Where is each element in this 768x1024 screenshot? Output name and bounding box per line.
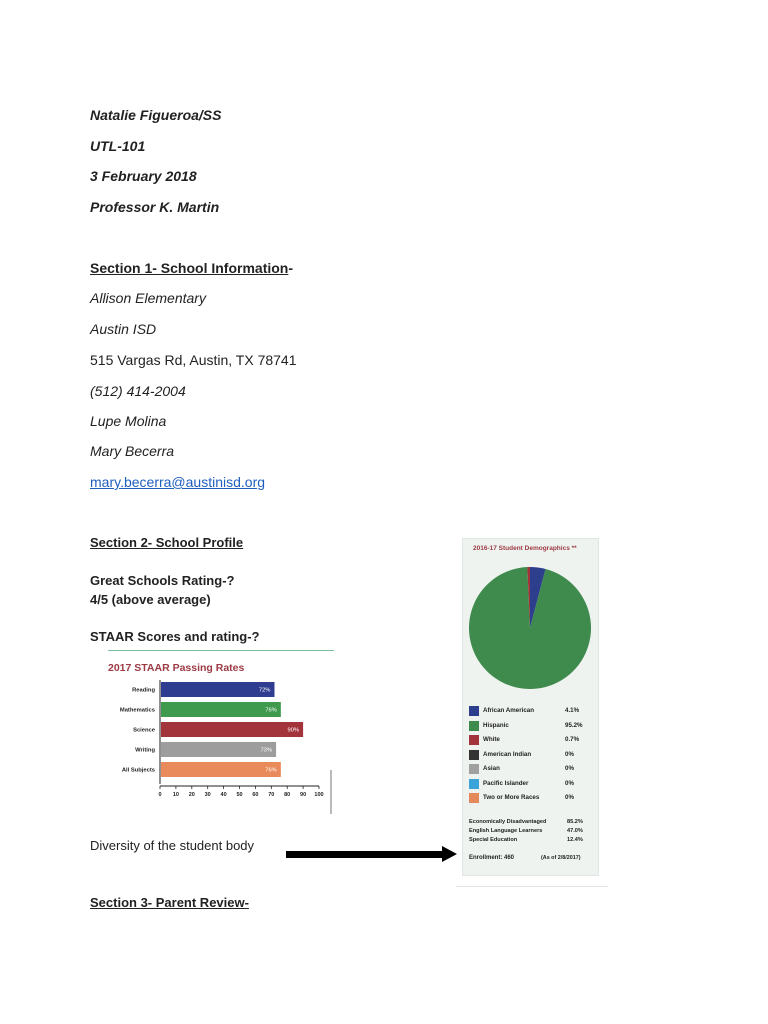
legend-swatch bbox=[469, 721, 479, 731]
section-2-heading: Section 2- School Profile bbox=[90, 535, 244, 550]
staar-x-tick-label: 70 bbox=[268, 792, 275, 798]
legend-value: 0% bbox=[565, 794, 574, 801]
legend-label: American Indian bbox=[483, 750, 532, 758]
school-address: 515 Vargas Rd, Austin, TX 78741 bbox=[90, 352, 297, 368]
staar-bar bbox=[161, 682, 274, 697]
legend-item bbox=[469, 792, 595, 804]
staar-bar-value-label: 72% bbox=[258, 687, 271, 694]
demographics-title-mark: ** bbox=[571, 545, 577, 552]
legend-label: Hispanic bbox=[483, 721, 509, 729]
enrollment-count: Enrollment: 460 bbox=[469, 855, 515, 861]
staar-bar-value-label: 90% bbox=[287, 727, 300, 734]
diversity-label: Diversity of the student body bbox=[90, 838, 255, 853]
legend-label: White bbox=[483, 736, 500, 743]
legend-item bbox=[469, 720, 595, 732]
staar-x-tick-label: 90 bbox=[300, 792, 307, 798]
legend-swatch bbox=[469, 735, 479, 745]
staar-x-tick-label: 0 bbox=[158, 792, 162, 798]
legend-value: 0.7% bbox=[565, 736, 580, 743]
legend-swatch bbox=[469, 706, 479, 716]
demographics-title-text: 2016-17 Student Demographics bbox=[473, 545, 570, 552]
legend-value: 0% bbox=[565, 765, 574, 772]
demographics-bottom-rule bbox=[456, 886, 608, 887]
staar-bar-value-label: 76% bbox=[265, 767, 277, 774]
great-schools-value: 4/5 (above average) bbox=[90, 592, 211, 607]
staar-chart-title: 2017 STAAR Passing Rates bbox=[108, 662, 245, 674]
great-schools-label: Great Schools Rating-? bbox=[90, 573, 235, 588]
stat-label: Special Education bbox=[469, 837, 518, 843]
staar-category-label: All Subjects bbox=[121, 767, 155, 774]
staar-x-tick-label: 50 bbox=[236, 792, 243, 798]
legend-value: 0% bbox=[565, 779, 574, 787]
contact-email-link[interactable]: mary.becerra@austinisd.org bbox=[90, 474, 266, 490]
course-code: UTL-101 bbox=[90, 138, 146, 154]
contact-email-line bbox=[90, 473, 265, 491]
staar-bar bbox=[161, 742, 276, 757]
legend-item bbox=[469, 763, 595, 775]
stat-label: English Language Learners bbox=[469, 828, 543, 834]
staar-bar bbox=[161, 702, 281, 717]
staar-x-tick-label: 80 bbox=[284, 792, 291, 798]
staar-bar bbox=[161, 722, 303, 737]
legend-value: 95.2% bbox=[565, 721, 583, 729]
section-3-heading: Section 3- Parent Review- bbox=[90, 895, 249, 910]
contact-person: Mary Becerra bbox=[90, 443, 175, 459]
legend-label: African American bbox=[483, 707, 535, 714]
document-date: 3 February 2018 bbox=[90, 168, 197, 184]
legend-item bbox=[469, 705, 595, 717]
staar-bar-chart bbox=[96, 648, 336, 814]
legend-swatch bbox=[469, 779, 479, 789]
staar-x-tick-label: 20 bbox=[188, 792, 195, 798]
legend-swatch bbox=[469, 750, 479, 760]
demographics-stat-row bbox=[469, 827, 595, 836]
contact-principal: Lupe Molina bbox=[90, 413, 167, 429]
demographics-stat-row bbox=[469, 818, 595, 827]
legend-label: Two or More Races bbox=[483, 794, 540, 801]
stat-value: 85.2% bbox=[567, 819, 583, 825]
legend-item bbox=[469, 778, 595, 790]
demographics-stat-row bbox=[469, 836, 595, 845]
section-1-heading bbox=[90, 259, 293, 277]
demographics-pie-chart bbox=[463, 557, 598, 697]
demographics-title bbox=[473, 545, 593, 553]
section-1-heading-suffix: - bbox=[288, 260, 294, 276]
legend-value: 0% bbox=[565, 750, 574, 758]
staar-x-tick-label: 40 bbox=[220, 792, 227, 798]
legend-label: Asian bbox=[483, 765, 500, 772]
demographics-panel bbox=[462, 538, 599, 876]
school-district: Austin ISD bbox=[90, 321, 157, 337]
staar-bar-value-label: 76% bbox=[265, 707, 277, 714]
arrow-shaft bbox=[286, 851, 444, 858]
school-name: Allison Elementary bbox=[90, 290, 206, 306]
staar-label: STAAR Scores and rating-? bbox=[90, 629, 260, 644]
staar-bar bbox=[161, 762, 281, 777]
staar-x-tick-label: 10 bbox=[172, 792, 179, 798]
stat-value: 47.0% bbox=[567, 828, 583, 834]
legend-swatch bbox=[469, 793, 479, 803]
legend-value: 4.1% bbox=[565, 707, 580, 714]
staar-category-label: Science bbox=[133, 727, 155, 734]
staar-category-label: Writing bbox=[135, 747, 155, 754]
author-name: Natalie Figueroa/SS bbox=[90, 107, 222, 123]
staar-category-label: Reading bbox=[132, 687, 155, 694]
staar-category-label: Mathematics bbox=[119, 707, 155, 714]
staar-x-tick-label: 60 bbox=[252, 792, 259, 798]
legend-swatch bbox=[469, 764, 479, 774]
enrollment-line bbox=[469, 854, 595, 863]
staar-x-tick-label: 100 bbox=[314, 792, 324, 798]
section-1-heading-text: Section 1- School Information bbox=[90, 260, 289, 276]
school-phone: (512) 414-2004 bbox=[90, 383, 186, 399]
legend-label: Pacific Islander bbox=[483, 779, 529, 787]
staar-bar-value-label: 73% bbox=[260, 747, 273, 754]
legend-item bbox=[469, 734, 595, 746]
enrollment-as-of: (As of 2/8/2017) bbox=[541, 855, 581, 861]
staar-x-tick-label: 30 bbox=[204, 792, 211, 798]
staar-chart-edge-rule bbox=[330, 770, 332, 814]
stat-value: 12.4% bbox=[567, 837, 583, 843]
legend-item bbox=[469, 749, 595, 761]
arrow-right-icon bbox=[442, 846, 457, 862]
stat-label: Economically Disadvantaged bbox=[469, 819, 547, 825]
professor-name: Professor K. Martin bbox=[90, 199, 220, 215]
